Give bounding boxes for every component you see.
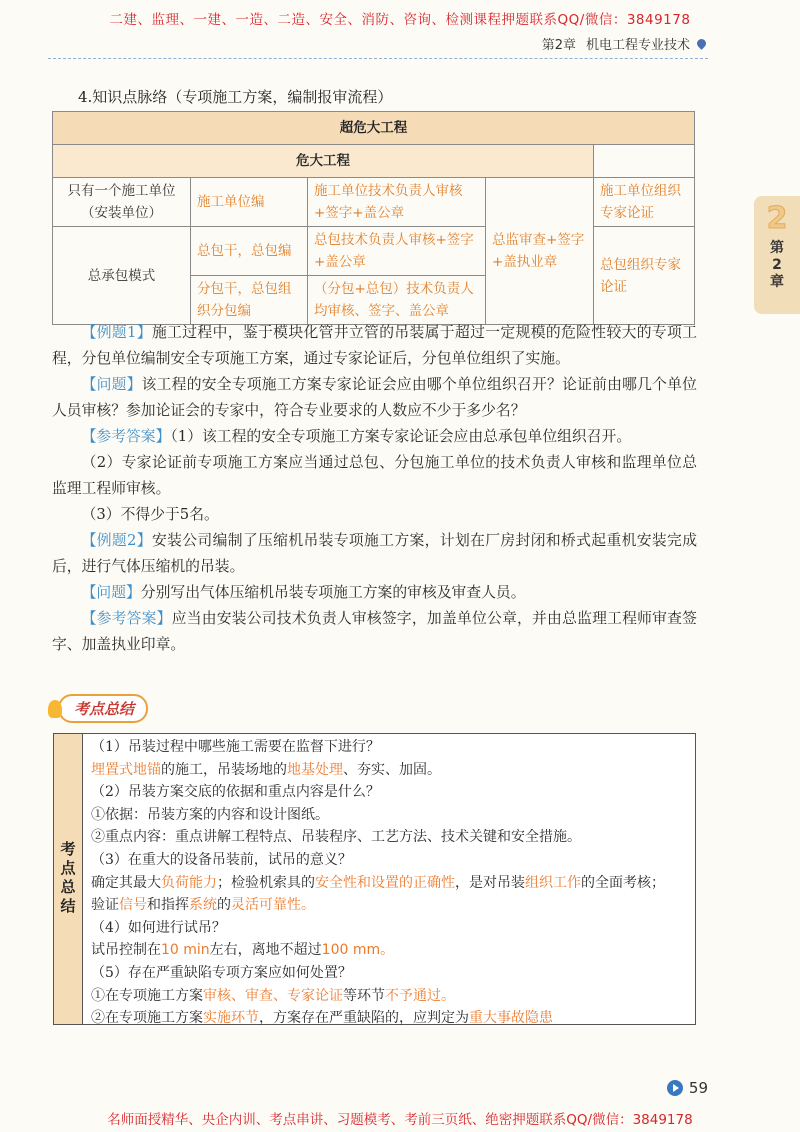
summary-text: （5）存在严重缺陷专项方案应如何处置？ [91, 964, 352, 981]
cell-expert-review: 施工单位组织专家论证 [594, 178, 695, 227]
example-paragraph: 【问题】分别写出气体压缩机吊装专项施工方案的审核及审查人员。 [81, 584, 526, 601]
highlight-term: 重大事故隐患 [469, 1010, 553, 1027]
highlight-term: 系统 [189, 897, 217, 914]
example-paragraph: 【参考答案】应当由安装公司技术负责人审核签字，加盖单位公章，并由总监理工程师审查签字、加盖执业印章。 [52, 610, 697, 653]
chapter-side-tab [754, 196, 800, 314]
summary-line [91, 759, 665, 782]
summary-text: ②重点内容：重点讲解工程特点、吊装程序、工艺方法、技术关键和安全措施。 [91, 829, 581, 846]
summary-line [91, 826, 665, 849]
chapter-number: 第2章 [541, 38, 576, 53]
summary-line [91, 1007, 665, 1030]
summary-text: 的 [217, 897, 231, 914]
summary-text: 和指挥 [147, 897, 189, 914]
table-header-dangerous: 危大工程 [53, 145, 594, 178]
cell-compile: 总包干，总包编 [191, 227, 308, 276]
summary-text: ，方案存在严重缺陷的，应判定为 [259, 1010, 469, 1027]
example-paragraph: 【例题1】施工过程中，鉴于模块化管井立管的吊装属于超过一定规模的危险性较大的专项工程，分包单位编制安全专项施工方案，通过专家论证后，分包单位组织了实施。 [52, 324, 697, 367]
highlight-term: 负荷能力 [161, 874, 217, 891]
highlight-term: 安全性和设置的正确性 [315, 874, 455, 891]
highlight-term: 埋置式地锚 [91, 761, 161, 778]
summary-text: ②在专项施工方案 [91, 1010, 203, 1027]
summary-text: （4）如何进行试吊？ [91, 919, 226, 936]
summary-line [91, 894, 665, 917]
highlight-term: 不予通过。 [385, 987, 455, 1004]
example-paragraph: 【参考答案】（1）该工程的安全专项施工方案专家论证会应由总承包单位组织召开。 [81, 428, 632, 445]
highlight-term: 10 min [161, 942, 210, 959]
summary-text: 等环节 [343, 987, 385, 1004]
summary-content [83, 734, 673, 1027]
lightbulb-icon [48, 700, 62, 718]
summary-side-label: 考点总结 [54, 734, 83, 1024]
summary-text: （3）在重大的设备吊装前，试吊的意义？ [91, 851, 352, 868]
summary-heading [48, 694, 148, 723]
summary-text: 试吊控制在 [91, 942, 161, 959]
chapter-tab-label: 第2章 [770, 240, 784, 290]
page-number-value: 59 [688, 1079, 708, 1097]
highlight-term: 信号 [119, 897, 147, 914]
highlight-term: 100 mm。 [321, 942, 395, 959]
cell-review: 施工单位技术负责人审核+签字+盖公章 [308, 178, 486, 227]
example-paragraph: 【例题2】安装公司编制了压缩机吊装专项施工方案，计划在厂房封闭和桥式起重机安装完成后，进行气体压缩机的吊装。 [52, 532, 697, 575]
summary-text: 验证 [91, 897, 119, 914]
summary-line [91, 939, 665, 962]
summary-line [91, 849, 665, 872]
approval-flow-table [52, 111, 695, 325]
example-paragraph: （3）不得少于5名。 [81, 506, 219, 523]
play-icon [667, 1080, 683, 1096]
cell-expert-review: 总包组织专家论证 [594, 227, 695, 325]
chapter-header [542, 34, 706, 53]
summary-line [91, 985, 665, 1008]
summary-text: 左右，离地不超过 [209, 942, 322, 959]
location-pin-icon [695, 37, 708, 50]
highlight-term: 组织工作 [525, 874, 581, 891]
summary-text: 的全面考核； [581, 874, 665, 891]
chapter-big-number: 2 [766, 201, 788, 236]
summary-text: ；检验机索具的 [217, 874, 315, 891]
summary-text: （1）吊装过程中哪些施工需要在监督下进行？ [91, 739, 380, 755]
summary-box [53, 733, 696, 1025]
summary-text: （2）吊装方案交底的依据和重点内容是什么？ [91, 784, 380, 801]
cell-review: （分包+总包）技术负责人均审核、签字、盖公章 [308, 276, 486, 325]
header-divider [48, 58, 708, 59]
summary-line [91, 962, 665, 985]
example-paragraph: 【问题】该工程的安全专项施工方案专家论证会应由哪个单位组织召开？论证前由哪几个单位人员审核？参加论证会的专家中，符合专业要求的人数应不少于多少名？ [52, 376, 697, 419]
highlight-term: 实施环节 [203, 1010, 259, 1027]
summary-text: 、夯实、加固。 [343, 761, 441, 778]
chapter-title: 机电工程专业技术 [585, 38, 690, 53]
summary-heading-label: 考点总结 [58, 694, 148, 723]
summary-text: 确定其最大 [91, 874, 161, 891]
table-header-super-dangerous: 超危大工程 [53, 112, 695, 145]
section-title: 4.知识点脉络（专项施工方案，编制报审流程） [78, 88, 393, 106]
cell-supervisor-review: 总监审查+签字+盖执业章 [486, 178, 594, 325]
example-paragraph: （2）专家论证前专项施工方案应当通过总包、分包施工单位的技术负责人审核和监理单位总监理工程师审核。 [52, 454, 697, 497]
highlight-term: 灵活可靠性。 [231, 897, 315, 914]
summary-line [91, 872, 665, 895]
summary-text: ①依据：吊装方案的内容和设计图纸。 [91, 806, 329, 823]
row-label-general-contract: 总承包模式 [53, 227, 191, 325]
cell-compile: 施工单位编 [191, 178, 308, 227]
examples-body [52, 320, 697, 658]
summary-text: ①在专项施工方案 [91, 987, 203, 1004]
top-banner: 二建、监理、一建、一造、二造、安全、消防、咨询、检测课程押题联系QQ/微信：3849178 [109, 12, 691, 28]
summary-line [91, 917, 665, 940]
row-label-single-unit: 只有一个施工单位（安装单位） [53, 178, 191, 227]
summary-text: 的施工，吊装场地的 [161, 761, 287, 778]
summary-line [91, 736, 665, 759]
summary-line [91, 804, 665, 827]
summary-text: ，是对吊装 [455, 874, 525, 891]
bottom-banner: 名师面授精华、央企内训、考点串讲、习题模考、考前三页纸、绝密押题联系QQ/微信：3849178 [107, 1112, 693, 1128]
cell-compile: 分包干，总包组织分包编 [191, 276, 308, 325]
highlight-term: 地基处理 [287, 761, 343, 778]
page-number [667, 1079, 708, 1097]
cell-review: 总包技术负责人审核+签字+盖公章 [308, 227, 486, 276]
highlight-term: 审核、审查、专家论证 [203, 987, 343, 1004]
summary-line [91, 781, 665, 804]
